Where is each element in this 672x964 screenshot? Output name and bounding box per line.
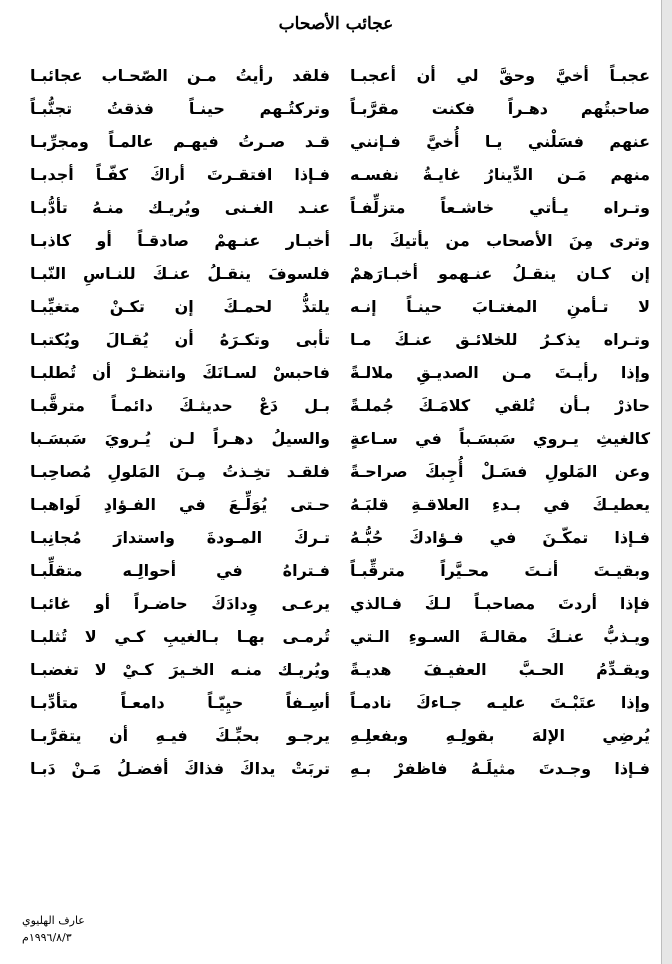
verse-first-hemistich: وترى مِنَ الأصحاب من يأتيكَ بالـ bbox=[350, 231, 650, 250]
verse-second-hemistich: فلقـد تخِـذتُ مِـنَ المَلولِ مُصاحِبـا bbox=[30, 462, 330, 481]
verse-row bbox=[30, 587, 650, 620]
verse-second-hemistich: فلسوفَ ينقـلُ عنـكَ للنـاسِ النّبـا bbox=[30, 264, 330, 283]
verse-second-hemistich: تُرمـى بهـا بـالغيبِ كـي لا تُثلبـا bbox=[30, 627, 330, 646]
verse-second-hemistich: فلقد رأيتُ مـن الصّحـاب عجائبـا bbox=[30, 66, 330, 85]
verse-second-hemistich: تأبى وتكـرَهُ أن يُقـالَ ويُكتبـا bbox=[30, 330, 330, 349]
verse-first-hemistich: إن كـان ينقـلُ عنـهمو أخبـارَهمْ bbox=[350, 264, 650, 283]
verse-first-hemistich: حاذرْ بـأن تُلقي كلامَـكَ جُملـةً bbox=[350, 396, 650, 415]
verse-first-hemistich: وإذا رأيـتَ مـن الصديـقِ ملالـةً bbox=[350, 363, 650, 382]
verse-second-hemistich: عنـد الغـنى ويُريـك منـهُ تأدُّبـا bbox=[30, 198, 330, 217]
verse-first-hemistich: وتـراه يـأتي خاشـعاً متزلِّفـاً bbox=[350, 198, 650, 217]
verse-first-hemistich: وعن المَلولِ فسَـلْ أُجِبكَ صراحـةً bbox=[350, 462, 650, 481]
verse-row bbox=[30, 92, 650, 125]
verse-row bbox=[30, 59, 650, 92]
verse-first-hemistich: ويـذبُّ عنـكَ مقالـةَ السـوءِ الـتي bbox=[350, 627, 650, 646]
verse-first-hemistich: عنهم فسَلْني يـا أُخيَّ فـإنني bbox=[350, 132, 650, 151]
verse-row bbox=[30, 686, 650, 719]
verse-first-hemistich: كالغيثِ يـروي سَبسَـباً في سـاعةٍ bbox=[350, 429, 650, 448]
verse-row bbox=[30, 257, 650, 290]
verse-first-hemistich: فـإذا وجـدتَ مثيلَـهُ فاظفرْ بـهِ bbox=[350, 759, 650, 778]
verse-second-hemistich: يرجـو بحبِّـكَ فيـهِ أن يتقرَّبـا bbox=[30, 726, 330, 745]
verse-first-hemistich: فـإذا تمكّـنَ في فـؤادكَ حُبُّـهُ bbox=[350, 528, 650, 547]
verse-second-hemistich: وتركتُـهم حينـاً فذقتُ تجنُّبـاً bbox=[30, 99, 330, 118]
verse-row bbox=[30, 719, 650, 752]
verse-first-hemistich: يُرضِي الإلهَ بقولِـهِ وبفعلِـهِ bbox=[350, 726, 650, 745]
verse-row bbox=[30, 290, 650, 323]
verse-row bbox=[30, 191, 650, 224]
verse-second-hemistich: قـد صـرتُ فيهـم عالمـاً ومجرِّبـا bbox=[30, 132, 330, 151]
verse-first-hemistich: وإذا عتَبْـتَ عليـه جـاءكَ نادمـاً bbox=[350, 693, 650, 712]
verse-row bbox=[30, 554, 650, 587]
verse-second-hemistich: فـتراهُ في أحوالِـه متقلِّبـا bbox=[30, 561, 330, 580]
verse-second-hemistich: ويُريـك منـه الخـيرَ كـيْ لا تغضبـا bbox=[30, 660, 330, 679]
verse-second-hemistich: تـركَ المـودةَ واستدارَ مُجانِبـا bbox=[30, 528, 330, 547]
verse-first-hemistich: لا تـأمنِ المغتـابَ حينـاً إنـه bbox=[350, 297, 650, 316]
verse-second-hemistich: يرعـى وِدادَكَ حاضـراً أو غائبـا bbox=[30, 594, 330, 613]
verse-row bbox=[30, 488, 650, 521]
verse-second-hemistich: فـإذا افتقـرتَ أراكَ كفّـاً أجدبـا bbox=[30, 165, 330, 184]
verse-row bbox=[30, 356, 650, 389]
verse-second-hemistich: تربَتْ يداكَ فذاكَ أفضـلُ مَـنْ دَبـا bbox=[30, 759, 330, 778]
verse-row bbox=[30, 158, 650, 191]
verse-first-hemistich: وتـراه يذكـرُ للخلائـق عنـكَ مـا bbox=[350, 330, 650, 349]
verse-row bbox=[30, 323, 650, 356]
verse-second-hemistich: بـل دَعْ حديثـكَ دائمـاً مترقَّبـا bbox=[30, 396, 330, 415]
verse-first-hemistich: يعطيـكَ في بـدءِ العلاقـةِ قلبَـهُ bbox=[350, 495, 650, 514]
poem-date: ١٩٩٦/٨/٣م bbox=[22, 931, 72, 944]
author-name: عارف الهليوي bbox=[22, 914, 85, 927]
verse-first-hemistich: ويقـدِّمُ الحـبَّ العفيـفَ هديـةً bbox=[350, 660, 650, 679]
signature-block bbox=[22, 912, 142, 946]
verse-row bbox=[30, 653, 650, 686]
verse-second-hemistich: أخبـار عنـهمْ صادقـاً أو كاذبـا bbox=[30, 231, 330, 250]
verse-row bbox=[30, 620, 650, 653]
verse-first-hemistich: فإذا أردتَ مصاحبـاً لـكَ فـالذي bbox=[350, 594, 650, 613]
verse-row bbox=[30, 752, 650, 785]
verse-first-hemistich: صاحبتُهم دهـراً فكنت مقرَّبـاً bbox=[350, 99, 650, 118]
verse-second-hemistich: حـتى يُوَلِّـعَ في الفـؤادِ لَواهبـا bbox=[30, 495, 330, 514]
verse-first-hemistich: منهم مَـن الدِّينارُ غايـةُ نفسـه bbox=[350, 165, 650, 184]
verse-first-hemistich: وبقيـتَ أنـتَ محـيَّراً مترقِّبـاً bbox=[350, 561, 650, 580]
verse-second-hemistich: والسيلُ دهـراً لـن يُـرويَ سَبسَـبا bbox=[30, 429, 330, 448]
verse-row bbox=[30, 224, 650, 257]
page-edge bbox=[661, 0, 672, 964]
verse-row bbox=[30, 422, 650, 455]
verse-second-hemistich: أسِـفاً حيِيّـاً دامعـاً متأدِّبـا bbox=[30, 693, 330, 712]
verse-row bbox=[30, 125, 650, 158]
verse-row bbox=[30, 521, 650, 554]
poem-title: عجائب الأصحاب bbox=[278, 14, 394, 34]
verse-second-hemistich: يلتذُّ لحمـكَ إن تكـنْ متغيِّبـا bbox=[30, 297, 330, 316]
verse-row bbox=[30, 389, 650, 422]
verse-second-hemistich: فاحبسْ لسـانَكَ وانتظـرْ أن تُطلبـا bbox=[30, 363, 330, 382]
verse-row bbox=[30, 455, 650, 488]
poem-body bbox=[30, 59, 650, 785]
verse-first-hemistich: عجبـاً أخيَّ وحقَّ لي أن أعجبـا bbox=[350, 66, 650, 85]
